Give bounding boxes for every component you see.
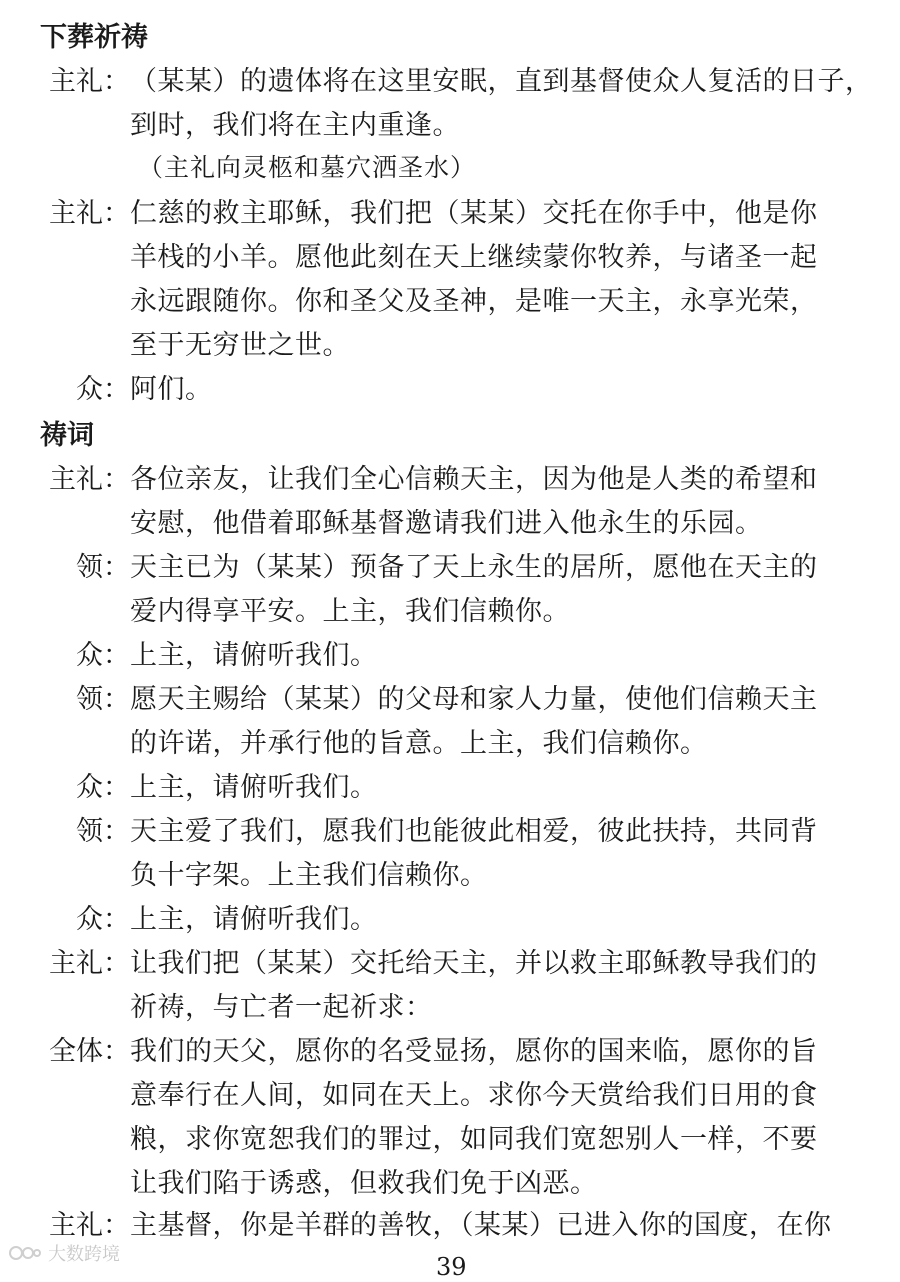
watermark (8, 1238, 120, 1268)
speaker-label: 众： (76, 640, 130, 671)
speaker-label: 领： (76, 552, 130, 583)
text-line: 仁慈的救主耶稣，我们把（某某）交托在你手中，他是你 (130, 198, 818, 229)
page-number: 39 (436, 1253, 467, 1281)
text-line: 的许诺，并承行他的旨意。上主，我们信赖你。 (130, 728, 708, 759)
speaker-label: 主礼： (49, 66, 130, 97)
text-line: 天主已为（某某）预备了天上永生的居所，愿他在天主的 (130, 552, 818, 583)
text-line: 天主爱了我们，愿我们也能彼此相爱，彼此扶持，共同背 (130, 816, 818, 847)
speaker-label: 领： (76, 816, 130, 847)
text-line: 到时，我们将在主内重逢。 (130, 110, 460, 141)
text-line: 羊栈的小羊。愿他此刻在天上继续蒙你牧养，与诸圣一起 (130, 242, 818, 273)
text-line: 安慰，他借着耶稣基督邀请我们进入他永生的乐园。 (130, 508, 763, 539)
speaker-label: 领： (76, 684, 130, 715)
watermark-text: 大数跨境 (48, 1244, 120, 1265)
text-line: 我们的天父，愿你的名受显扬，愿你的国来临，愿你的旨 (130, 1036, 818, 1067)
text-line: 愿天主赐给（某某）的父母和家人力量，使他们信赖天主 (130, 684, 818, 715)
speaker-label: 全体： (49, 1036, 130, 1067)
speaker-label: 主礼： (49, 464, 130, 495)
section-heading-prayers: 祷词 (40, 420, 94, 451)
text-line: 让我们陷于诱惑，但救我们免于凶恶。 (130, 1168, 598, 1199)
text-line: 让我们把（某某）交托给天主，并以救主耶稣教导我们的 (130, 948, 818, 979)
speaker-label: 众： (76, 374, 130, 405)
text-line: 上主，请俯听我们。 (130, 904, 378, 935)
text-line: 上主，请俯听我们。 (130, 640, 378, 671)
speaker-label: 主礼： (49, 948, 130, 979)
speaker-label: 众： (76, 772, 130, 803)
text-line: 上主，请俯听我们。 (130, 772, 378, 803)
text-line: 爱内得享平安。上主，我们信赖你。 (130, 596, 570, 627)
text-line: 至于无穷世之世。 (130, 330, 350, 361)
text-line: 意奉行在人间，如同在天上。求你今天赏给我们日用的食 (130, 1080, 818, 1111)
text-line: 阿们。 (130, 374, 213, 405)
rubric-text: （主礼向灵柩和墓穴洒圣水） (138, 153, 477, 182)
text-line: 粮，求你宽恕我们的罪过，如同我们宽恕别人一样，不要 (130, 1124, 818, 1155)
section-heading-burial-prayer: 下葬祈祷 (40, 22, 148, 53)
text-line: 永远跟随你。你和圣父及圣神，是唯一天主，永享光荣， (130, 286, 818, 317)
text-line: 主基督，你是羊群的善牧，（某某）已进入你的国度，在你 (130, 1210, 832, 1241)
speaker-label: 主礼： (49, 198, 130, 229)
speaker-label: 众： (76, 904, 130, 935)
text-line: 祈祷，与亡者一起祈求： (130, 992, 433, 1023)
speaker-label: 主礼： (49, 1210, 130, 1241)
text-line: （某某）的遗体将在这里安眠，直到基督使众人复活的日子， (130, 66, 873, 97)
watermark-logo-icon (8, 1242, 42, 1264)
text-line: 负十字架。上主我们信赖你。 (130, 860, 488, 891)
text-line: 各位亲友，让我们全心信赖天主，因为他是人类的希望和 (130, 464, 818, 495)
